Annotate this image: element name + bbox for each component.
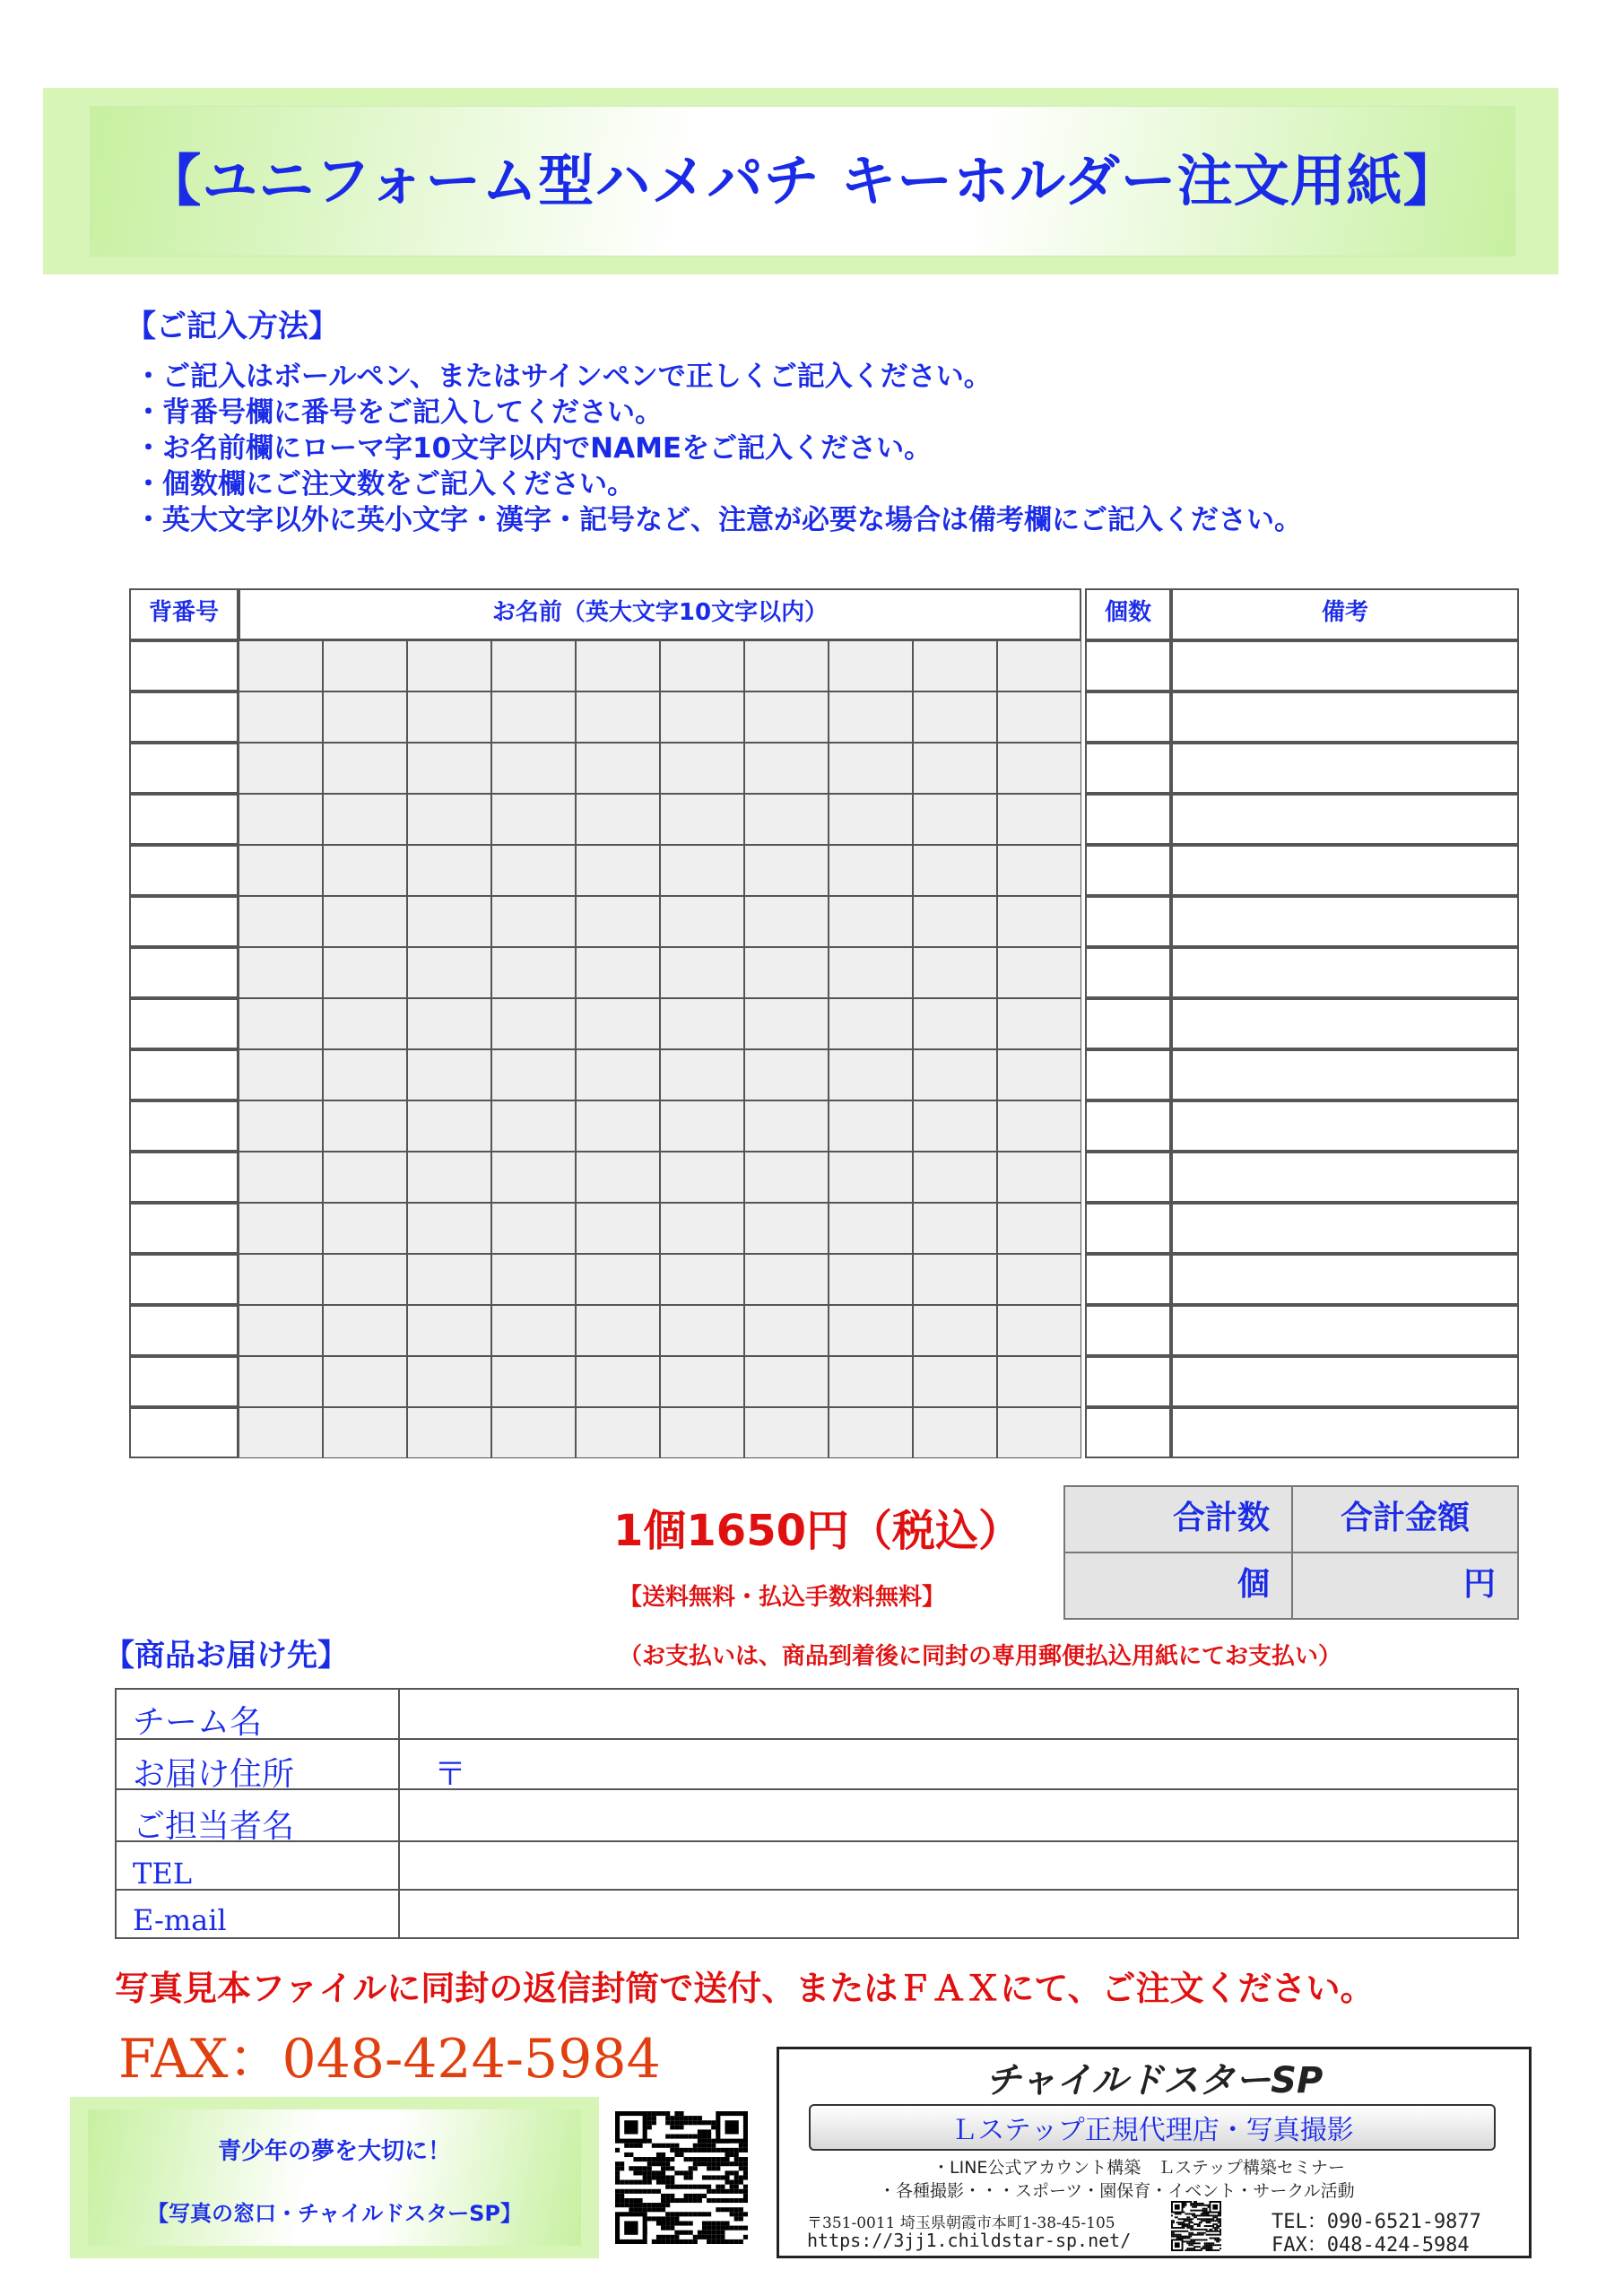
name-letter-box[interactable] bbox=[997, 896, 1081, 947]
name-letter-box[interactable] bbox=[997, 998, 1081, 1049]
name-letter-box[interactable] bbox=[576, 896, 660, 947]
name-letter-box[interactable] bbox=[829, 947, 913, 998]
name-letter-box[interactable] bbox=[407, 1152, 491, 1203]
number-field[interactable] bbox=[129, 743, 239, 794]
name-letter-box[interactable] bbox=[997, 1152, 1081, 1203]
name-letter-box[interactable] bbox=[576, 691, 660, 743]
name-letter-box[interactable] bbox=[913, 1305, 997, 1356]
qty-field[interactable] bbox=[1085, 1100, 1171, 1152]
slogan-line-1: 青少年の夢を大切に！ bbox=[217, 2138, 451, 2165]
name-letter-box[interactable] bbox=[744, 947, 829, 998]
name-letter-box[interactable] bbox=[407, 896, 491, 947]
name-letter-box[interactable] bbox=[239, 640, 323, 691]
name-letter-box[interactable] bbox=[239, 998, 323, 1049]
name-letter-box[interactable] bbox=[491, 947, 576, 998]
name-letter-box[interactable] bbox=[829, 794, 913, 845]
notes-field[interactable] bbox=[1171, 1356, 1519, 1407]
name-letter-box[interactable] bbox=[997, 1049, 1081, 1100]
name-letter-box[interactable] bbox=[491, 640, 576, 691]
name-letter-box[interactable] bbox=[829, 1049, 913, 1100]
name-letter-box[interactable] bbox=[576, 1254, 660, 1305]
qty-field[interactable] bbox=[1085, 947, 1171, 998]
qty-field[interactable] bbox=[1085, 1407, 1171, 1458]
total-amount-label: 合計金額 bbox=[1291, 1485, 1519, 1553]
name-letter-box[interactable] bbox=[744, 1254, 829, 1305]
instruction-item: ・英大文字以外に英小文字・漢字・記号など、注意が必要な場合は備考欄にご記入ください。 bbox=[135, 504, 1302, 536]
name-letter-box[interactable] bbox=[660, 1203, 744, 1254]
name-letter-box[interactable] bbox=[660, 845, 744, 896]
name-letter-box[interactable] bbox=[744, 794, 829, 845]
number-field[interactable] bbox=[129, 1203, 239, 1254]
name-letter-box[interactable] bbox=[660, 998, 744, 1049]
number-field[interactable] bbox=[129, 1100, 239, 1152]
name-letter-box[interactable] bbox=[660, 1254, 744, 1305]
name-letter-box[interactable] bbox=[997, 691, 1081, 743]
notes-field[interactable] bbox=[1171, 794, 1519, 845]
header-notes: 備考 bbox=[1171, 588, 1519, 640]
notes-field[interactable] bbox=[1171, 896, 1519, 947]
contact-name-field[interactable] bbox=[398, 1788, 1519, 1842]
card-qr-code-icon bbox=[1171, 2201, 1221, 2251]
name-letter-box[interactable] bbox=[407, 845, 491, 896]
notes-field[interactable] bbox=[1171, 947, 1519, 998]
name-letter-box[interactable] bbox=[660, 1152, 744, 1203]
name-letter-box[interactable] bbox=[576, 845, 660, 896]
name-letter-box[interactable] bbox=[913, 998, 997, 1049]
card-brand: チャイルドスターSP bbox=[985, 2060, 1324, 2101]
name-letter-box[interactable] bbox=[997, 743, 1081, 794]
name-letter-box[interactable] bbox=[239, 1203, 323, 1254]
number-field[interactable] bbox=[129, 998, 239, 1049]
name-letter-box[interactable] bbox=[997, 845, 1081, 896]
card-address: 〒351-0011 埼玉県朝霞市本町1-38-45-105 bbox=[807, 2214, 1115, 2232]
name-letter-box[interactable] bbox=[744, 1100, 829, 1152]
name-letter-box[interactable] bbox=[660, 743, 744, 794]
name-letter-box[interactable] bbox=[576, 947, 660, 998]
name-letter-box[interactable] bbox=[407, 1407, 491, 1458]
name-letter-box[interactable] bbox=[491, 1049, 576, 1100]
name-letter-box[interactable] bbox=[239, 1407, 323, 1458]
name-letter-box[interactable] bbox=[239, 691, 323, 743]
total-amount-field[interactable]: 円 bbox=[1291, 1552, 1519, 1620]
name-letter-box[interactable] bbox=[829, 1203, 913, 1254]
name-letter-box[interactable] bbox=[829, 743, 913, 794]
name-letter-box[interactable] bbox=[239, 845, 323, 896]
label-team-name: チーム名 bbox=[133, 1704, 263, 1741]
name-letter-box[interactable] bbox=[323, 1356, 407, 1407]
name-letter-box[interactable] bbox=[744, 1305, 829, 1356]
name-letter-box[interactable] bbox=[829, 640, 913, 691]
number-field[interactable] bbox=[129, 1254, 239, 1305]
name-letter-box[interactable] bbox=[829, 998, 913, 1049]
name-letter-box[interactable] bbox=[829, 691, 913, 743]
name-letter-box[interactable] bbox=[997, 1100, 1081, 1152]
name-letter-box[interactable] bbox=[323, 1305, 407, 1356]
instruction-item: ・背番号欄に番号をご記入してください。 bbox=[135, 396, 663, 429]
unit-price: 1個1650円（税込） bbox=[613, 1506, 1021, 1556]
name-letter-box[interactable] bbox=[239, 794, 323, 845]
name-letter-box[interactable] bbox=[744, 691, 829, 743]
name-letter-box[interactable] bbox=[913, 1049, 997, 1100]
number-field[interactable] bbox=[129, 1407, 239, 1458]
total-qty-field[interactable]: 個 bbox=[1063, 1552, 1293, 1620]
name-letter-box[interactable] bbox=[997, 1203, 1081, 1254]
name-letter-box[interactable] bbox=[239, 1254, 323, 1305]
name-letter-box[interactable] bbox=[491, 896, 576, 947]
card-services-1: ・LINE公式アカウント構築 Ｌステップ構築セミナー bbox=[933, 2158, 1345, 2178]
name-letter-box[interactable] bbox=[829, 845, 913, 896]
name-letter-box[interactable] bbox=[491, 794, 576, 845]
notes-field[interactable] bbox=[1171, 1203, 1519, 1254]
name-letter-box[interactable] bbox=[997, 1356, 1081, 1407]
header-number: 背番号 bbox=[129, 588, 239, 640]
name-letter-box[interactable] bbox=[239, 1305, 323, 1356]
name-letter-box[interactable] bbox=[660, 794, 744, 845]
name-letter-box[interactable] bbox=[997, 794, 1081, 845]
name-letter-box[interactable] bbox=[829, 1407, 913, 1458]
name-letter-box[interactable] bbox=[913, 896, 997, 947]
name-letter-box[interactable] bbox=[829, 1100, 913, 1152]
name-letter-box[interactable] bbox=[491, 1305, 576, 1356]
fax-number: FAX：048-424-5984 bbox=[118, 2028, 661, 2091]
name-letter-box[interactable] bbox=[829, 1152, 913, 1203]
qty-field[interactable] bbox=[1085, 998, 1171, 1049]
notes-field[interactable] bbox=[1171, 1049, 1519, 1100]
name-letter-box[interactable] bbox=[913, 640, 997, 691]
name-letter-box[interactable] bbox=[239, 896, 323, 947]
name-letter-box[interactable] bbox=[407, 1100, 491, 1152]
payment-note: （お支払いは、商品到着後に同封の専用郵便払込用紙にてお支払い） bbox=[619, 1643, 1342, 1670]
name-letter-box[interactable] bbox=[323, 743, 407, 794]
name-letter-box[interactable] bbox=[239, 743, 323, 794]
name-letter-box[interactable] bbox=[829, 1254, 913, 1305]
name-letter-box[interactable] bbox=[576, 1407, 660, 1458]
name-letter-box[interactable] bbox=[491, 1407, 576, 1458]
card-role: Ｌステップ正規代理店・写真撮影 bbox=[950, 2115, 1354, 2146]
name-letter-box[interactable] bbox=[323, 1049, 407, 1100]
name-letter-box[interactable] bbox=[660, 896, 744, 947]
instruction-item: ・ご記入はボールペン、またはサインペンで正しくご記入ください。 bbox=[135, 361, 992, 393]
name-letter-box[interactable] bbox=[660, 691, 744, 743]
notes-field[interactable] bbox=[1171, 1100, 1519, 1152]
name-letter-box[interactable] bbox=[323, 1152, 407, 1203]
name-letter-box[interactable] bbox=[239, 1049, 323, 1100]
notes-field[interactable] bbox=[1171, 1407, 1519, 1458]
name-letter-box[interactable] bbox=[744, 1152, 829, 1203]
address-field[interactable] bbox=[398, 1738, 1519, 1790]
instruction-item: ・個数欄にご注文数をご記入ください。 bbox=[135, 468, 635, 500]
postal-mark: 〒 bbox=[434, 1756, 467, 1793]
name-letter-box[interactable] bbox=[576, 998, 660, 1049]
name-letter-box[interactable] bbox=[744, 1356, 829, 1407]
name-letter-box[interactable] bbox=[576, 743, 660, 794]
qty-field[interactable] bbox=[1085, 1356, 1171, 1407]
name-letter-box[interactable] bbox=[913, 1100, 997, 1152]
name-letter-box[interactable] bbox=[407, 998, 491, 1049]
name-letter-box[interactable] bbox=[491, 1152, 576, 1203]
name-letter-box[interactable] bbox=[407, 1356, 491, 1407]
name-letter-box[interactable] bbox=[576, 640, 660, 691]
name-letter-box[interactable] bbox=[997, 1407, 1081, 1458]
name-letter-box[interactable] bbox=[407, 1203, 491, 1254]
name-letter-box[interactable] bbox=[491, 743, 576, 794]
qty-field[interactable] bbox=[1085, 1305, 1171, 1356]
slogan-line-2: 【写真の窓口・チャイルドスターSP】 bbox=[147, 2201, 522, 2226]
name-letter-box[interactable] bbox=[744, 640, 829, 691]
instructions-heading: 【ご記入方法】 bbox=[126, 309, 339, 344]
number-field[interactable] bbox=[129, 896, 239, 947]
name-letter-box[interactable] bbox=[913, 1407, 997, 1458]
name-letter-box[interactable] bbox=[491, 1356, 576, 1407]
card-tel: TEL：090-6521-9877 bbox=[1271, 2211, 1481, 2233]
card-services-2: ・各種撮影・・・スポーツ・園保育・イベント・サークル活動 bbox=[879, 2181, 1355, 2201]
number-field[interactable] bbox=[129, 845, 239, 896]
page-title: 【ユニフォーム型ハメパチ キーホルダー注文用紙】 bbox=[145, 148, 1460, 213]
name-letter-box[interactable] bbox=[407, 691, 491, 743]
delivery-heading: 【商品お届け先】 bbox=[104, 1638, 348, 1674]
notes-field[interactable] bbox=[1171, 691, 1519, 743]
name-letter-box[interactable] bbox=[997, 1305, 1081, 1356]
total-qty-label: 合計数 bbox=[1063, 1485, 1293, 1553]
qty-field[interactable] bbox=[1085, 1254, 1171, 1305]
number-field[interactable] bbox=[129, 1049, 239, 1100]
name-letter-box[interactable] bbox=[744, 743, 829, 794]
name-letter-box[interactable] bbox=[913, 947, 997, 998]
name-letter-box[interactable] bbox=[744, 998, 829, 1049]
name-letter-box[interactable] bbox=[660, 1049, 744, 1100]
name-letter-box[interactable] bbox=[576, 794, 660, 845]
instruction-item: ・お名前欄にローマ字10文字以内でNAMEをご記入ください。 bbox=[135, 432, 933, 465]
name-letter-box[interactable] bbox=[744, 896, 829, 947]
name-letter-box[interactable] bbox=[239, 1152, 323, 1203]
name-letter-box[interactable] bbox=[913, 1356, 997, 1407]
name-letter-box[interactable] bbox=[913, 1203, 997, 1254]
email-field[interactable] bbox=[398, 1889, 1519, 1939]
header-name: お名前（英大文字10文字以内） bbox=[239, 588, 1081, 640]
notes-field[interactable] bbox=[1171, 640, 1519, 691]
name-letter-box[interactable] bbox=[239, 1356, 323, 1407]
name-letter-box[interactable] bbox=[744, 845, 829, 896]
name-letter-box[interactable] bbox=[744, 1049, 829, 1100]
name-letter-box[interactable] bbox=[660, 1407, 744, 1458]
label-contact-name: ご担当者名 bbox=[133, 1808, 295, 1845]
qty-field[interactable] bbox=[1085, 1152, 1171, 1203]
number-field[interactable] bbox=[129, 1305, 239, 1356]
name-letter-box[interactable] bbox=[829, 1356, 913, 1407]
notes-field[interactable] bbox=[1171, 998, 1519, 1049]
name-letter-box[interactable] bbox=[323, 640, 407, 691]
name-letter-box[interactable] bbox=[997, 947, 1081, 998]
name-letter-box[interactable] bbox=[323, 1407, 407, 1458]
tel-field[interactable] bbox=[398, 1840, 1519, 1891]
name-letter-box[interactable] bbox=[323, 896, 407, 947]
send-instruction: 写真見本ファイルに同封の返信封筒で送付、またはＦＡＸにて、ご注文ください。 bbox=[115, 1969, 1375, 2008]
name-letter-box[interactable] bbox=[576, 1152, 660, 1203]
name-letter-box[interactable] bbox=[660, 947, 744, 998]
name-letter-box[interactable] bbox=[407, 1049, 491, 1100]
number-field[interactable] bbox=[129, 640, 239, 691]
name-letter-box[interactable] bbox=[913, 794, 997, 845]
qty-field[interactable] bbox=[1085, 640, 1171, 691]
name-letter-box[interactable] bbox=[997, 640, 1081, 691]
number-field[interactable] bbox=[129, 691, 239, 743]
name-letter-box[interactable] bbox=[660, 1356, 744, 1407]
name-letter-box[interactable] bbox=[913, 691, 997, 743]
name-letter-box[interactable] bbox=[239, 1100, 323, 1152]
name-letter-box[interactable] bbox=[744, 1203, 829, 1254]
name-letter-box[interactable] bbox=[491, 845, 576, 896]
name-letter-box[interactable] bbox=[744, 1407, 829, 1458]
number-field[interactable] bbox=[129, 1356, 239, 1407]
name-letter-box[interactable] bbox=[323, 794, 407, 845]
name-letter-box[interactable] bbox=[323, 691, 407, 743]
name-letter-box[interactable] bbox=[407, 1254, 491, 1305]
number-field[interactable] bbox=[129, 947, 239, 998]
name-letter-box[interactable] bbox=[323, 1203, 407, 1254]
header-qty: 個数 bbox=[1085, 588, 1171, 640]
name-letter-box[interactable] bbox=[323, 1100, 407, 1152]
qty-field[interactable] bbox=[1085, 691, 1171, 743]
name-letter-box[interactable] bbox=[913, 845, 997, 896]
qty-field[interactable] bbox=[1085, 1203, 1171, 1254]
name-letter-box[interactable] bbox=[913, 1254, 997, 1305]
name-letter-box[interactable] bbox=[407, 1305, 491, 1356]
name-letter-box[interactable] bbox=[491, 691, 576, 743]
name-letter-box[interactable] bbox=[829, 1305, 913, 1356]
name-letter-box[interactable] bbox=[576, 1100, 660, 1152]
name-letter-box[interactable] bbox=[323, 1254, 407, 1305]
notes-field[interactable] bbox=[1171, 743, 1519, 794]
notes-field[interactable] bbox=[1171, 845, 1519, 896]
name-letter-box[interactable] bbox=[491, 1100, 576, 1152]
name-letter-box[interactable] bbox=[407, 640, 491, 691]
qty-field[interactable] bbox=[1085, 794, 1171, 845]
name-letter-box[interactable] bbox=[576, 1356, 660, 1407]
name-letter-box[interactable] bbox=[576, 1203, 660, 1254]
qty-field[interactable] bbox=[1085, 743, 1171, 794]
notes-field[interactable] bbox=[1171, 1254, 1519, 1305]
label-tel: TEL bbox=[133, 1857, 192, 1891]
qty-field[interactable] bbox=[1085, 1049, 1171, 1100]
shipping-note: 【送料無料・払込手数料無料】 bbox=[619, 1584, 946, 1611]
name-letter-box[interactable] bbox=[491, 1254, 576, 1305]
qty-field[interactable] bbox=[1085, 845, 1171, 896]
name-letter-box[interactable] bbox=[323, 998, 407, 1049]
name-letter-box[interactable] bbox=[829, 896, 913, 947]
name-letter-box[interactable] bbox=[407, 794, 491, 845]
name-letter-box[interactable] bbox=[491, 998, 576, 1049]
notes-field[interactable] bbox=[1171, 1305, 1519, 1356]
card-url[interactable]: https://3jj1.childstar-sp.net/ bbox=[807, 2230, 1132, 2251]
qr-code-icon bbox=[615, 2111, 748, 2244]
notes-field[interactable] bbox=[1171, 1152, 1519, 1203]
name-letter-box[interactable] bbox=[323, 845, 407, 896]
name-letter-box[interactable] bbox=[660, 640, 744, 691]
name-letter-box[interactable] bbox=[239, 947, 323, 998]
name-letter-box[interactable] bbox=[491, 1203, 576, 1254]
name-letter-box[interactable] bbox=[407, 743, 491, 794]
name-letter-box[interactable] bbox=[407, 947, 491, 998]
name-letter-box[interactable] bbox=[323, 947, 407, 998]
name-letter-box[interactable] bbox=[997, 1254, 1081, 1305]
number-field[interactable] bbox=[129, 794, 239, 845]
label-address: お届け住所 bbox=[133, 1756, 295, 1793]
name-letter-box[interactable] bbox=[660, 1305, 744, 1356]
team-name-field[interactable] bbox=[398, 1688, 1519, 1740]
label-email: E-mail bbox=[133, 1903, 227, 1937]
name-letter-box[interactable] bbox=[913, 1152, 997, 1203]
number-field[interactable] bbox=[129, 1152, 239, 1203]
name-letter-box[interactable] bbox=[913, 743, 997, 794]
name-letter-box[interactable] bbox=[660, 1100, 744, 1152]
card-fax: FAX：048-424-5984 bbox=[1271, 2234, 1470, 2257]
qty-field[interactable] bbox=[1085, 896, 1171, 947]
name-letter-box[interactable] bbox=[576, 1049, 660, 1100]
name-letter-box[interactable] bbox=[576, 1305, 660, 1356]
